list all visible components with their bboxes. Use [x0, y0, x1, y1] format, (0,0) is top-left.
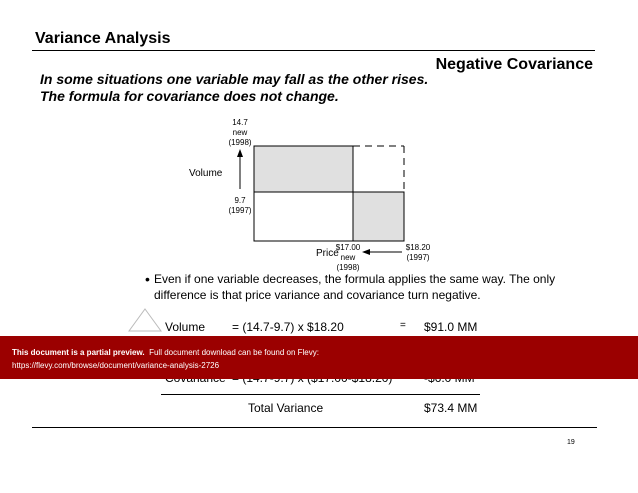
- total-rule: [161, 394, 480, 395]
- footer-divider: [32, 427, 597, 428]
- page-number: 19: [567, 439, 575, 446]
- price-variance-area: [353, 192, 404, 241]
- volume-arrow-head: [237, 149, 243, 157]
- price-1998-value: $17.00: [335, 243, 361, 252]
- volume-1998-new: new: [232, 128, 248, 137]
- volume-variance-area: [254, 146, 353, 192]
- price-1998-label: [328, 243, 368, 273]
- volume-1998-year: (1998): [228, 138, 252, 147]
- bullet-icon: •: [145, 271, 150, 287]
- intro-line-1: In some situations one variable may fall as the other rises.: [40, 71, 429, 87]
- banner-message: [12, 348, 319, 357]
- total-variance-label: Total Variance: [248, 401, 324, 415]
- triangle-icon: [128, 308, 162, 332]
- price-1998-new: new: [340, 253, 356, 262]
- volume-1997-label: [222, 196, 258, 216]
- price-1997-value: $18.20: [405, 243, 431, 252]
- price-1997-year: (1997): [406, 253, 430, 262]
- price-axis-label: Price: [316, 248, 339, 259]
- price-1997-label: [398, 243, 438, 263]
- row-volume-value: $91.0 MM: [424, 320, 478, 334]
- volume-1997-year: (1997): [228, 206, 252, 215]
- total-variance-value: $73.4 MM: [424, 401, 478, 415]
- volume-1998-label: [222, 118, 258, 148]
- row-volume-label: Volume: [165, 320, 206, 334]
- bullet-text: Even if one variable decreases, the formula applies the same way. The only difference is that price variance and covariance turn negative.: [154, 272, 556, 302]
- slide-subtitle: Negative Covariance: [435, 56, 593, 73]
- banner-bold-text: This document is a partial preview.: [12, 348, 145, 357]
- volume-axis-label: Volume: [189, 168, 223, 179]
- row-volume-formula: = (14.7-9.7) x $18.20: [232, 320, 344, 334]
- preview-banner: [0, 336, 638, 379]
- banner-link[interactable]: https://flevy.com/browse/document/variance-analysis-2726: [12, 361, 220, 370]
- page-title: Variance Analysis: [35, 30, 171, 47]
- row-volume-eq: =: [400, 320, 406, 331]
- base-area: [254, 192, 353, 241]
- intro-line-2: The formula for covariance does not change.: [40, 88, 339, 104]
- volume-1998-value: 14.7: [232, 118, 248, 127]
- price-1998-year: (1998): [336, 263, 360, 272]
- volume-1997-value: 9.7: [234, 196, 246, 205]
- banner-text: Full document download can be found on Flevy:: [149, 348, 319, 357]
